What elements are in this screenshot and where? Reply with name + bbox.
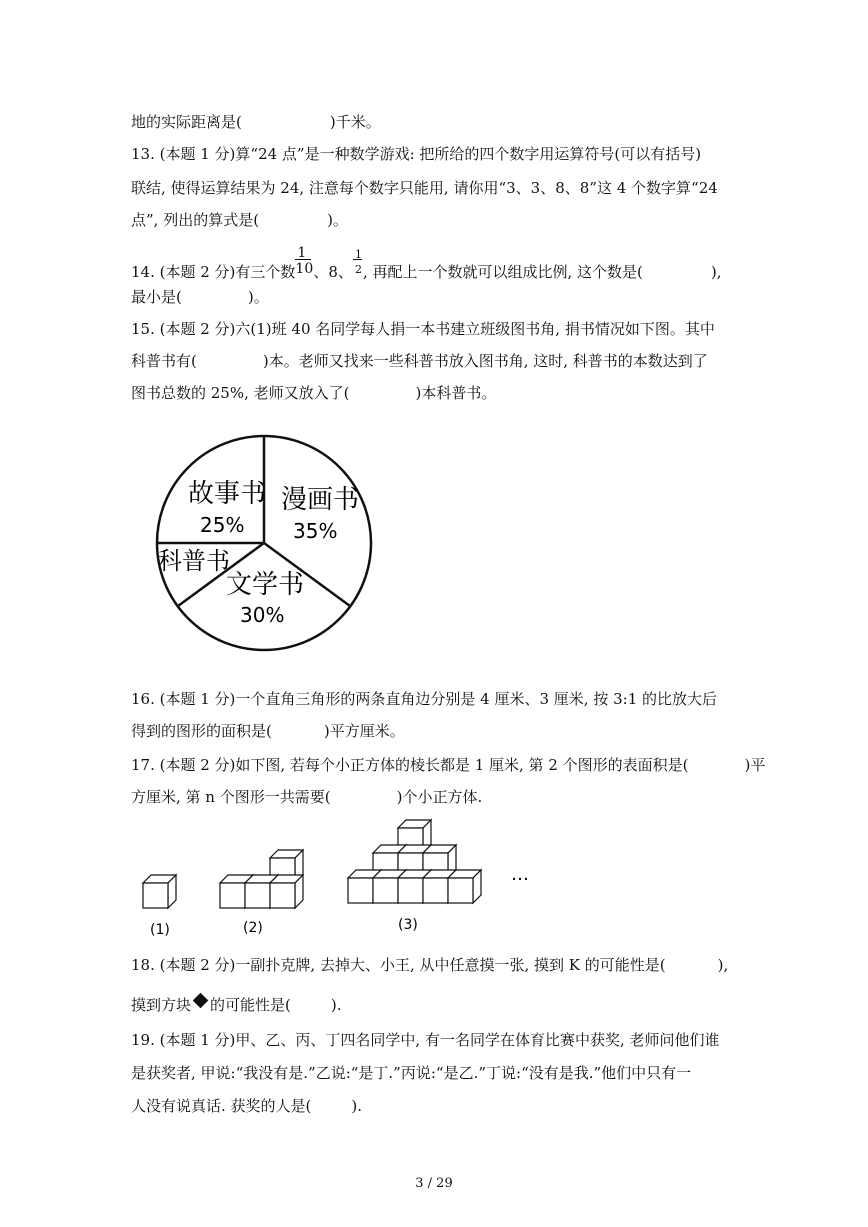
cube-front-face [143, 883, 168, 908]
text: )。 [327, 211, 348, 229]
q15-line-3 [131, 383, 496, 403]
figure-label-3: (3) [398, 917, 418, 933]
text: 、8、 [313, 263, 353, 281]
cube-figures [130, 815, 550, 945]
q15-line-2 [131, 351, 708, 371]
q13-line-1: 13. (本题 1 分)算“24 点”是一种数学游戏: 把所给的四个数字用运算符号(可以有括号) [131, 145, 702, 163]
cube-front-face [398, 878, 423, 903]
text: 14. (本题 2 分)有三个数 [131, 263, 296, 281]
q19-line-3 [131, 1096, 362, 1116]
text: )平 [744, 756, 766, 774]
slice-label-comic: 漫画书 [281, 485, 360, 515]
slice-label-literature: 文学书 [226, 570, 305, 600]
text: 科普书有( [131, 352, 197, 370]
text: )本科普书。 [415, 384, 497, 402]
text: ). [351, 1097, 363, 1115]
diamond-suit-icon [193, 993, 209, 1009]
text: 地的实际距离是( [131, 113, 242, 131]
text: )。 [247, 288, 269, 306]
ellipsis: … [511, 864, 529, 885]
cube-front-face [220, 883, 245, 908]
figure-label-1: (1) [150, 922, 170, 938]
q14-line-2 [131, 287, 269, 307]
text: 人没有说真话. 获奖的人是( [131, 1097, 312, 1115]
line-q12-end [131, 112, 381, 132]
text: )本。老师又找来一些科普书放入图书角, 这时, 科普书的本数达到了 [262, 352, 708, 370]
cube-front-face [245, 883, 270, 908]
text: 图书总数的 25%, 老师又放入了( [131, 384, 350, 402]
q18-line-2 [131, 995, 342, 1015]
cube-front-face [348, 878, 373, 903]
text: 点”, 列出的算式是( [131, 211, 260, 229]
slice-percent-story: 25% [200, 513, 245, 537]
text: )平方厘米。 [323, 722, 405, 740]
text: 的可能性是( [210, 996, 291, 1014]
text: 17. (本题 2 分)如下图, 若每个小正方体的棱长都是 1 厘米, 第 2 个图形的表面积是( [131, 756, 689, 774]
text: )千米。 [329, 113, 381, 131]
text: )个小正方体. [396, 788, 483, 806]
text: 18. (本题 2 分)一副扑克牌, 去掉大、小王, 从中任意摸一张, 摸到 K 的可能性是( [131, 956, 666, 974]
q16-line-2 [131, 721, 405, 741]
q13-line-2: 联结, 使得运算结果为 24, 注意每个数字只能用, 请你用“3、3、8、8”这 4 个数字算“24 [131, 179, 718, 197]
fraction-numerator: 1 [297, 245, 307, 261]
figure-label-2: (2) [243, 920, 263, 936]
slice-percent-comic: 35% [293, 519, 338, 543]
cube-front-face [373, 878, 398, 903]
text: 方厘米, 第 n 个图形一共需要( [131, 788, 331, 806]
cube-front-face [448, 878, 473, 903]
text: ). [330, 996, 342, 1014]
text: , 再配上一个数就可以组成比例, 这个数是( [362, 263, 643, 281]
q14-line-1 [131, 245, 722, 282]
fraction-denominator: 2 [354, 263, 362, 276]
text: ), [717, 956, 729, 974]
slice-label-science: 科普书 [158, 547, 230, 575]
text: 摸到方块 [131, 996, 192, 1014]
fraction-numerator: 1 [354, 248, 362, 261]
slice-percent-literature: 30% [240, 603, 285, 627]
book-pie-chart [150, 430, 380, 656]
q16-line-1: 16. (本题 1 分)一个直角三角形的两条直角边分别是 4 厘米、3 厘米, 按 3:1 的比放大后 [131, 690, 718, 708]
cube-stacks [143, 820, 481, 908]
fraction-one-tenth [295, 245, 314, 279]
q19-line-1: 19. (本题 1 分)甲、乙、丙、丁四名同学中, 有一名同学在体育比赛中获奖, 老师问他们谁 [131, 1031, 720, 1049]
text: 最小是( [131, 288, 182, 306]
q17-line-1 [131, 755, 765, 775]
q15-line-1: 15. (本题 2 分)六(1)班 40 名同学每人捐一本书建立班级图书角, 捐书情况如下图。其中 [131, 320, 715, 338]
fraction-denominator: 10 [295, 261, 314, 277]
page-number: 3 / 29 [415, 1176, 453, 1191]
text: ), [710, 263, 722, 281]
cube-front-face [270, 883, 295, 908]
q18-line-1 [131, 955, 728, 975]
text: 得到的图形的面积是( [131, 722, 272, 740]
cube-front-face [423, 878, 448, 903]
fraction-one-half [353, 248, 363, 279]
slice-label-story: 故事书 [188, 479, 267, 509]
q19-line-2: 是获奖者, 甲说:“我没有是.”乙说:“是丁.”丙说:“是乙.”丁说:“没有是我.”他们中只有一 [131, 1064, 692, 1082]
q13-line-3 [131, 210, 348, 230]
q17-line-2 [131, 787, 482, 807]
